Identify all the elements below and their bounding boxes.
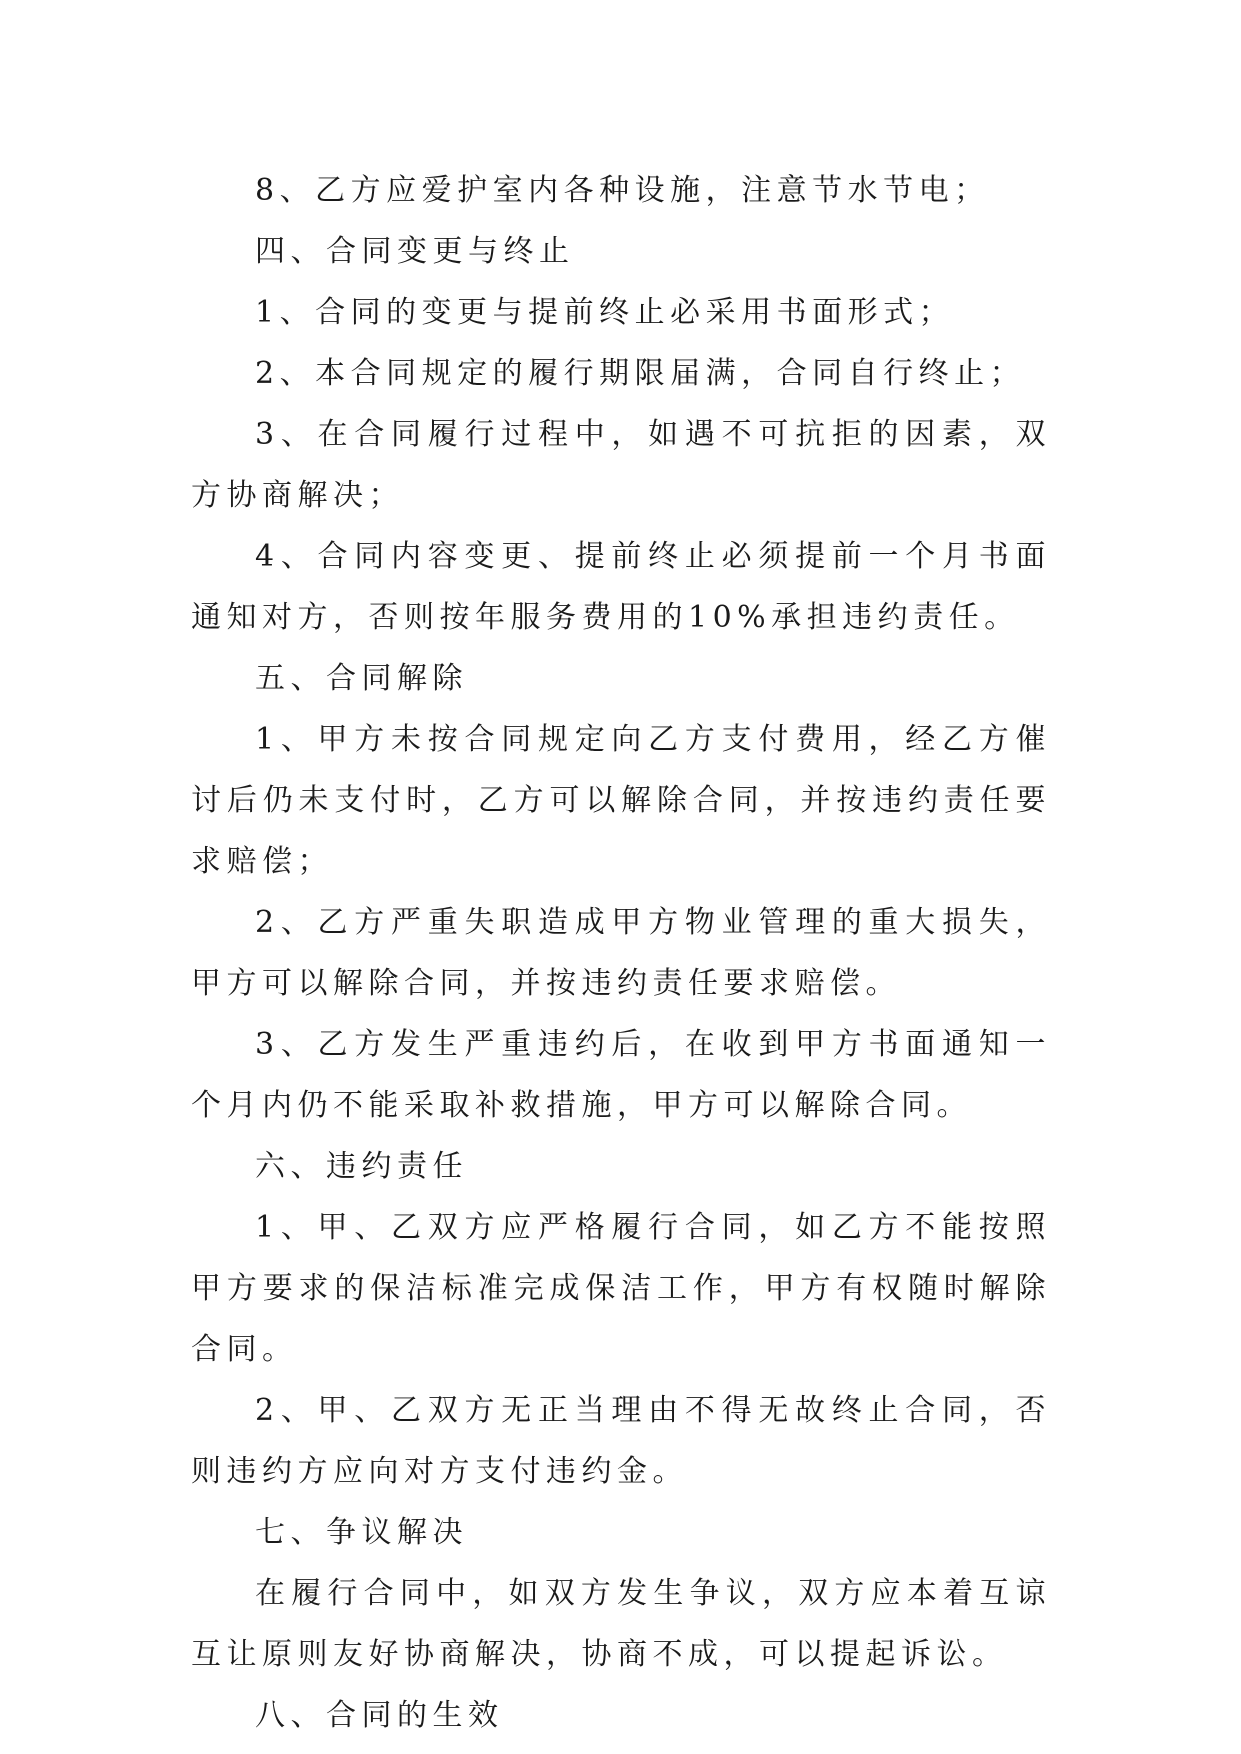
clause-5-3: 3、乙方发生严重违约后，在收到甲方书面通知一个月内仍不能采取补救措施，甲方可以解除合同。 xyxy=(191,1027,1051,1123)
clause-4-4: 4、合同内容变更、提前终止必须提前一个月书面通知对方，否则按年服务费用的10%承担违约责任。 xyxy=(191,539,1051,635)
clause-5-1: 1、甲方未按合同规定向乙方支付费用，经乙方催讨后仍未支付时，乙方可以解除合同，并按违约责任要求赔偿； xyxy=(191,722,1051,879)
section-7-heading: 七、争议解决 xyxy=(255,1515,468,1550)
clause-4-1: 1、合同的变更与提前终止必采用书面形式； xyxy=(255,295,955,330)
document-body xyxy=(191,160,1051,1746)
clause-6-2: 2、甲、乙双方无正当理由不得无故终止合同，否则违约方应向对方支付违约金。 xyxy=(191,1393,1051,1489)
section-8-heading: 八、合同的生效 xyxy=(255,1698,504,1733)
section-6-heading: 六、违约责任 xyxy=(255,1149,468,1184)
clause-4-3: 3、在合同履行过程中，如遇不可抗拒的因素，双方协商解决； xyxy=(191,417,1051,513)
clause-5-2: 2、乙方严重失职造成甲方物业管理的重大损失，甲方可以解除合同，并按违约责任要求赔偿。 xyxy=(191,905,1051,1001)
clause-4-2: 2、本合同规定的履行期限届满，合同自行终止； xyxy=(255,356,1026,391)
clause-6-1: 1、甲、乙双方应严格履行合同，如乙方不能按照甲方要求的保洁标准完成保洁工作，甲方有权随时解除合同。 xyxy=(191,1210,1051,1367)
section-5-heading: 五、合同解除 xyxy=(255,661,468,696)
section-4-heading: 四、合同变更与终止 xyxy=(255,234,575,269)
clause-7-text: 在履行合同中，如双方发生争议，双方应本着互谅互让原则友好协商解决，协商不成，可以提起诉讼。 xyxy=(191,1576,1051,1672)
clause-8-protect-facilities: 8、乙方应爱护室内各种设施，注意节水节电； xyxy=(255,173,990,208)
